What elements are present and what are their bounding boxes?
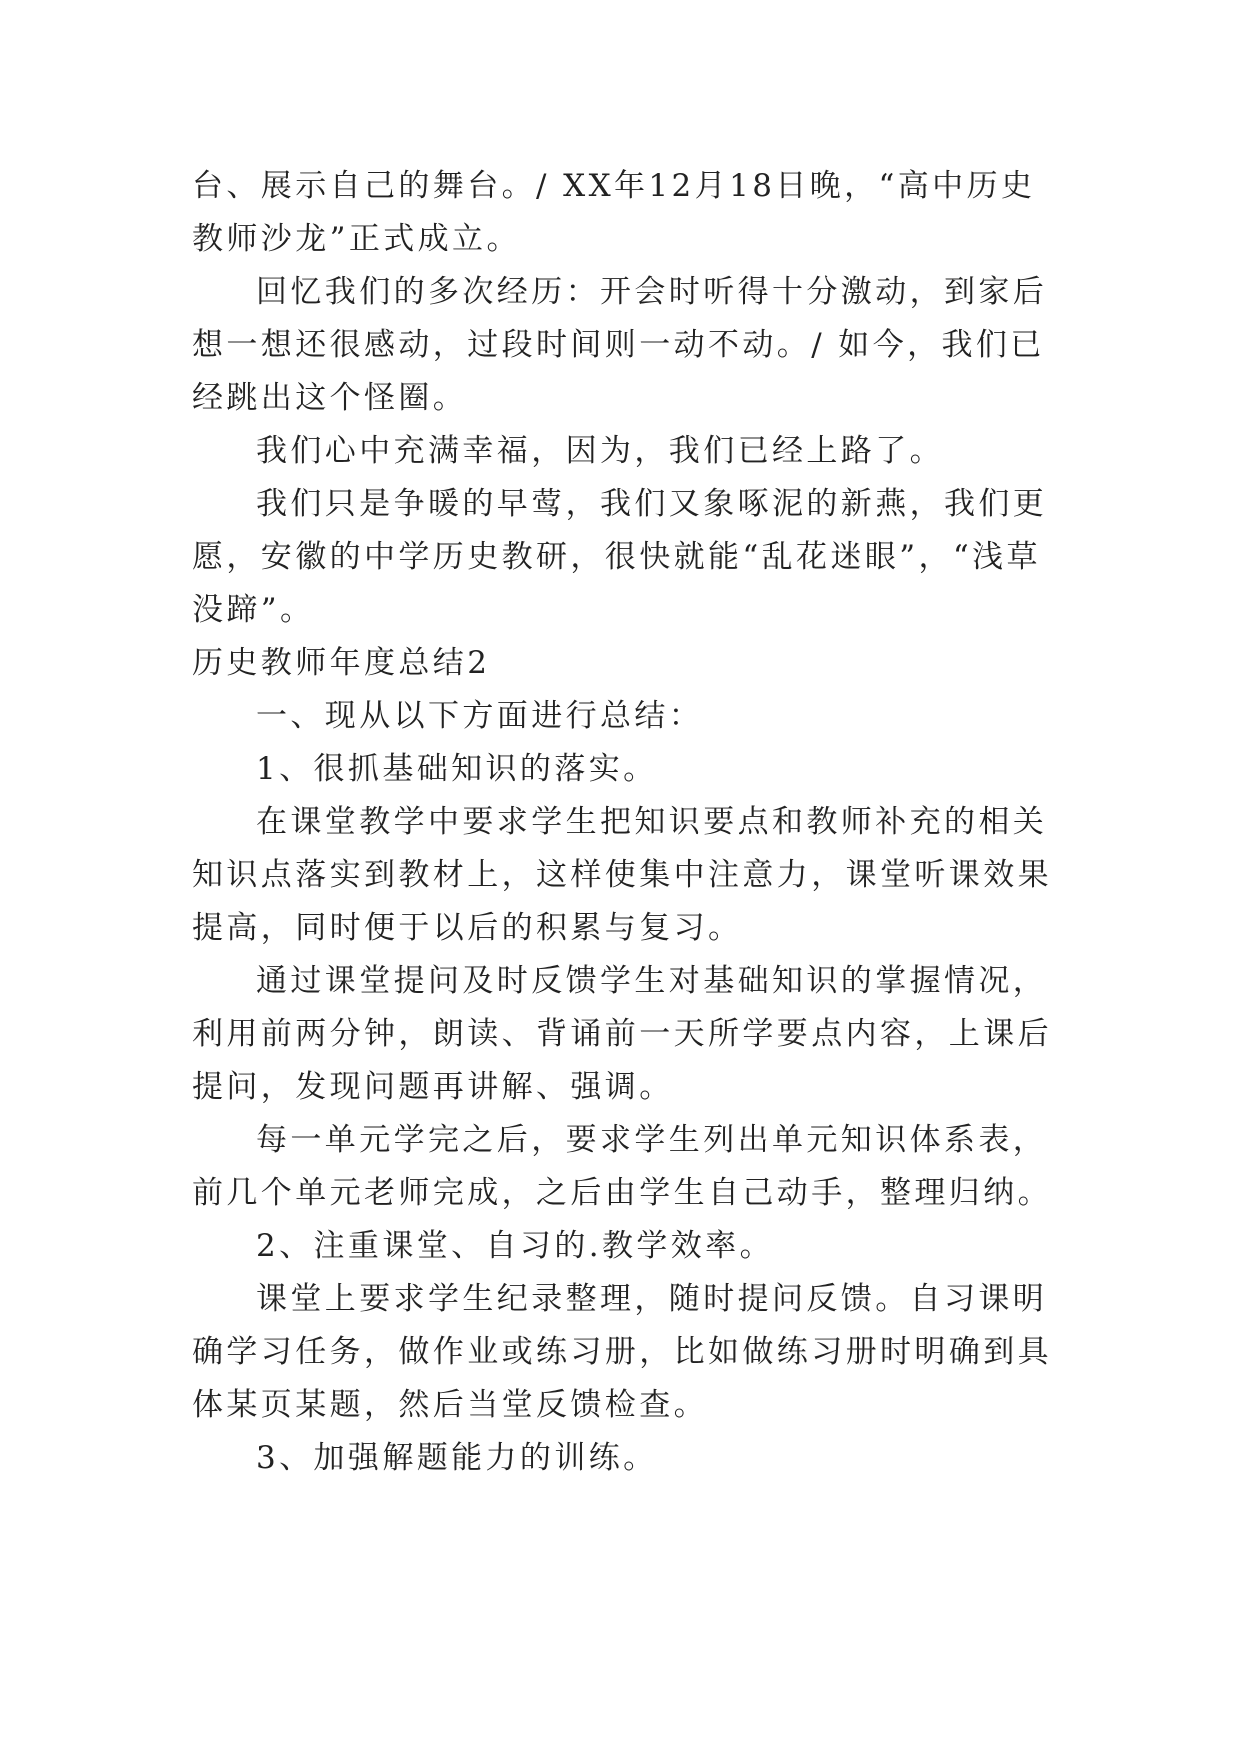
paragraph-continuation: 台、展示自己的舞台。/ XX年12月18日晚，“高中历史教师沙龙”正式成立。 <box>192 168 1036 257</box>
paragraph-happiness: 我们心中充满幸福，因为，我们已经上路了。 <box>256 433 944 469</box>
paragraph-recall: 回忆我们的多次经历：开会时听得十分激动，到家后想一想还很感动，过段时间则一动不动。/ 如今，我们已经跳出这个怪圈。 <box>192 274 1048 416</box>
document-body <box>192 160 1062 1485</box>
paragraph-point-2: 2、注重课堂、自习的.教学效率。 <box>256 1228 774 1264</box>
paragraph-hope: 我们只是争暖的早莺，我们又象啄泥的新燕，我们更愿，安徽的中学历史教研，很快就能“乱花迷眼”，“浅草没蹄”。 <box>192 486 1048 628</box>
paragraph-unit-review: 每一单元学完之后，要求学生列出单元知识体系表，前几个单元老师完成，之后由学生自己动手，整理归纳。 <box>192 1122 1052 1211</box>
section-title: 历史教师年度总结2 <box>192 645 491 681</box>
paragraph-summary-heading: 一、现从以下方面进行总结： <box>256 698 704 734</box>
paragraph-point-1: 1、很抓基础知识的落实。 <box>256 751 658 787</box>
paragraph-questioning: 通过课堂提问及时反馈学生对基础知识的掌握情况，利用前两分钟，朗读、背诵前一天所学要点内容，上课后提问，发现问题再讲解、强调。 <box>192 963 1052 1105</box>
paragraph-point-3: 3、加强解题能力的训练。 <box>256 1440 658 1476</box>
paragraph-self-study: 课堂上要求学生纪录整理，随时提问反馈。自习课明确学习任务，做作业或练习册，比如做练习册时明确到具体某页某题，然后当堂反馈检查。 <box>192 1281 1052 1423</box>
paragraph-classroom-teaching: 在课堂教学中要求学生把知识要点和教师补充的相关知识点落实到教材上，这样使集中注意力，课堂听课效果提高，同时便于以后的积累与复习。 <box>192 804 1052 946</box>
